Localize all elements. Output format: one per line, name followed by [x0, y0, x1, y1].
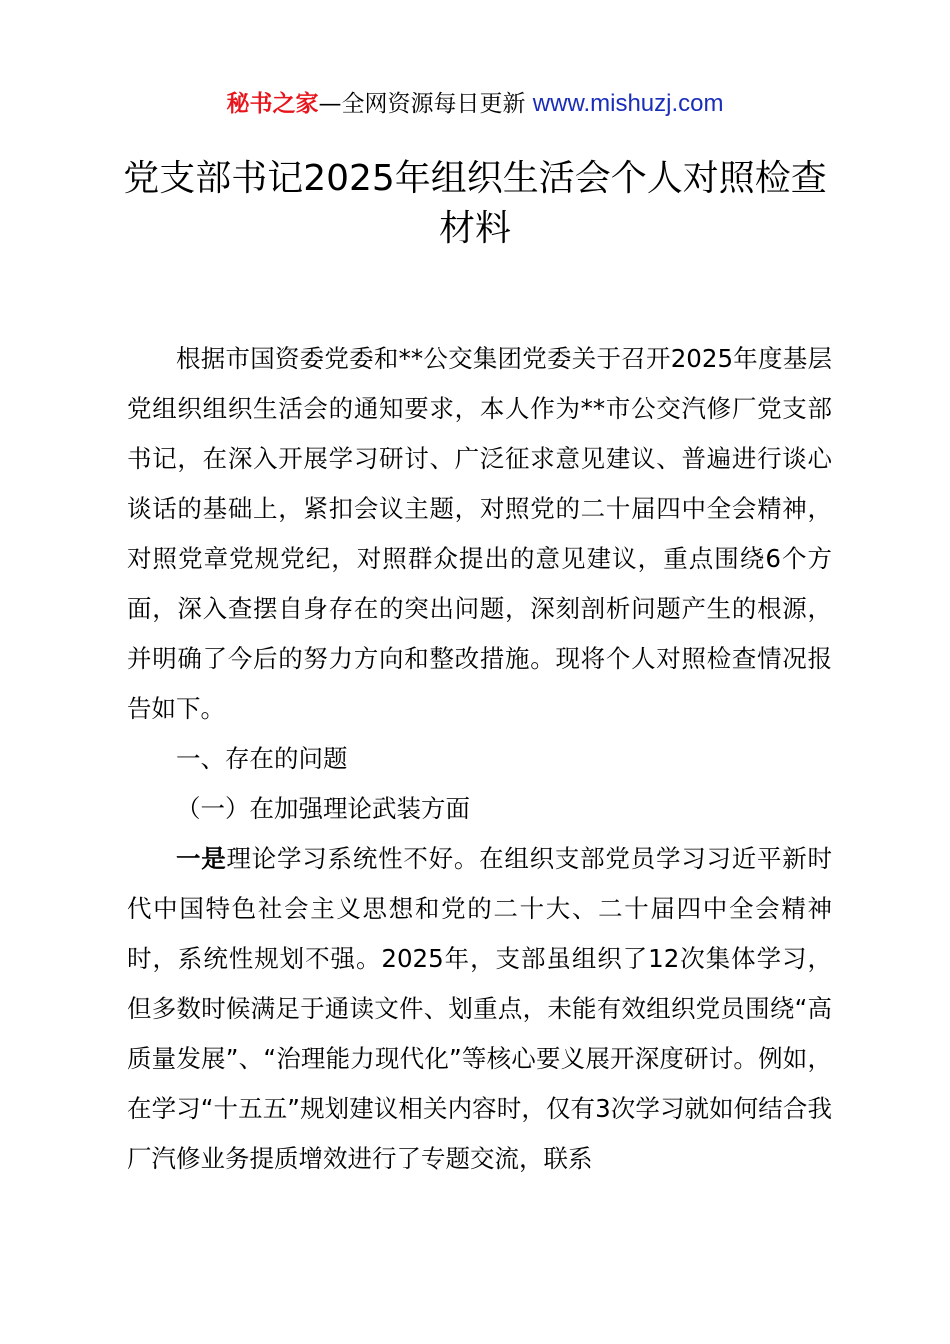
document-body	[127, 334, 832, 1184]
site-header	[0, 88, 950, 120]
site-url-link[interactable]: www.mishuzj.com	[532, 90, 724, 117]
brand-name: 秘书之家	[226, 91, 319, 117]
header-slogan: —全网资源每日更新	[318, 91, 526, 117]
intro-paragraph: 根据市国资委党委和**公交集团党委关于召开2025年度基层党组织组织生活会的通知要求，本人作为**市公交汽修厂党支部书记，在深入开展学习研讨、广泛征求意见建议、普遍进行谈心谈话的基础上，紧扣会议主题，对照党的二十届四中全会精神，对照党章党规党纪，对照群众提出的意见建议，重点围绕6个方面，深入查摆自身存在的突出问题，深刻剖析问题产生的根源，并明确了今后的努力方向和整改措施。现将个人对照检查情况报告如下。	[127, 344, 832, 723]
point-paragraph	[127, 834, 832, 1184]
section-heading: 一、存在的问题	[176, 744, 348, 773]
subsection-heading: （一）在加强理论武装方面	[176, 794, 470, 823]
point-lead: 一是	[176, 844, 227, 873]
document-title: 党支部书记2025年组织生活会个人对照检查材料	[123, 158, 827, 249]
point-text: 理论学习系统性不好。在组织支部党员学习习近平新时代中国特色社会主义思想和党的二十大、二十届四中全会精神时，系统性规划不强。2025年，支部虽组织了12次集体学习，但多数时候满足于通读文件、划重点，未能有效组织党员围绕“高质量发展”、“治理能力现代化”等核心要义展开深度研讨。例如，在学习“十五五”规划建议相关内容时，仅有3次学习就如何结合我厂汽修业务提质增效进行了专题交流，联系	[127, 844, 833, 1173]
